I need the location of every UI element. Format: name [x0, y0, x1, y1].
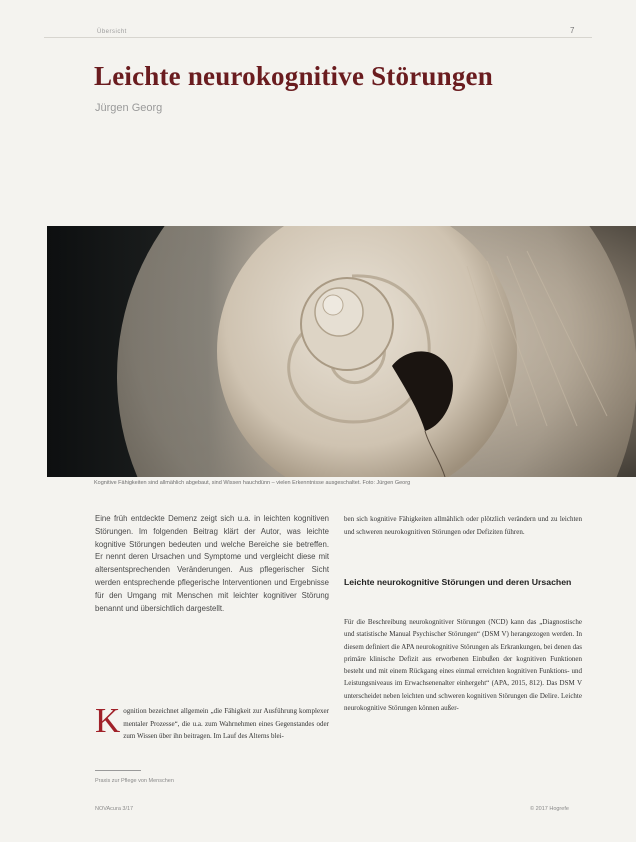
snail-shell-illustration	[47, 226, 636, 477]
header-rule	[44, 37, 592, 38]
section-heading: Leichte neurokognitive Störungen und deren Ursachen	[344, 577, 572, 587]
body-column-right-top: ben sich kognitive Fähigkeiten allmählich oder plötzlich verändern und zu leichten und schweren neurokognitiven Störungen oder Defiziten führen.	[344, 515, 582, 536]
page-number: 7	[570, 26, 575, 35]
body-column-right: Für die Beschreibung neurokognitiver Störungen (NCD) kann das „Diagnostische und statistische Manual Psychischer Störungen“ (DSM V) herangezogen werden. In diesem definiert die APA neurokognitive Störungen als Erkrankungen, bei denen das primäre klinische Defizit aus erworbenen Einbußen der kognitiven Funktionen besteht und mit einem Rückgang eines einmal erreichten kognitiven Funktions- und Leistungsniveaus im Erwachsenenalter einhergeht“ (APA, 2015, 812). Das DSM V unterscheidet neben leichten und schweren kognitiven Störungen die Delire. Leichte neurokognitive Störungen können außer-	[344, 618, 582, 713]
snail-shell-photo	[47, 226, 636, 477]
footnote: Praxis zur Pflege von Menschen	[95, 778, 174, 784]
article-author: Jürgen Georg	[95, 102, 163, 114]
photo-caption: Kognitive Fähigkeiten sind allmählich abgebaut, sind Wissen hauchdünn – vielen Erkenntnisse ausgeschaltet. Foto: Jürgen Georg	[94, 480, 411, 486]
body-column-left	[95, 701, 329, 743]
drop-cap: K	[95, 701, 121, 740]
footer-publisher: © 2017 Hogrefe	[530, 806, 569, 812]
footnote-rule	[95, 770, 141, 771]
article-intro: Eine früh entdeckte Demenz zeigt sich u.a. in leichten kognitiven Störungen. Im folgenden Beitrag klärt der Autor, was leichte kognitive Störungen bedeuten und welche Bereiche sie betreffen. Er nennt deren Ursachen und Symptome und vergleicht diese mit altersentsprechenden Veränderungen. Aus pflegerischer Sicht werden entsprechende pflegerische Interventionen und Ergebnisse für den Umgang mit Menschen mit leichter kognitiver Störung benannt und übersichtlich dargestellt.	[95, 514, 329, 613]
footer-journal: NOVAcura 3/17	[95, 806, 134, 812]
article-title: Leichte neurokognitive Störungen	[94, 61, 493, 91]
running-header-section: Übersicht	[97, 29, 127, 35]
body-left-text: ognition bezeichnet allgemein „die Fähigkeit zur Ausführung komplexer mentaler Prozesse“, die u.a. zum Wahrnehmen eines Gegenstandes oder zum Wissen über ihn beitragen. Im Lauf des Alterns blei-	[123, 707, 329, 740]
